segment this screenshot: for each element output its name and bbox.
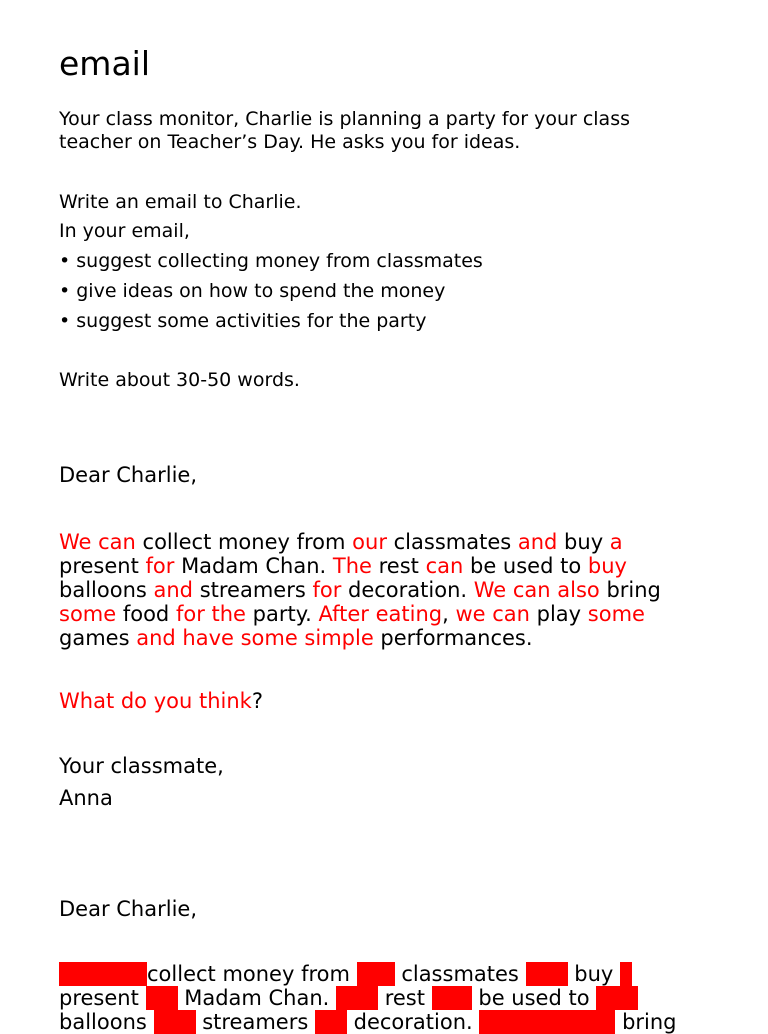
email-line: balloons and streamers for decoration. We can also bring [59, 578, 661, 602]
exercise-body [59, 962, 719, 1034]
answer-blank[interactable] [357, 962, 395, 986]
bullet-item: • suggest some activities for the party [59, 310, 427, 332]
answer-blank[interactable] [596, 986, 638, 1010]
intro-line-2: teacher on Teacher’s Day. He asks you for ideas. [59, 131, 521, 153]
exercise-greeting: Dear Charlie, [59, 897, 198, 921]
answer-blank[interactable] [154, 1010, 196, 1034]
answer-blank[interactable] [479, 1010, 615, 1034]
email-question: What do you think? [59, 689, 263, 713]
email-line: present for Madam Chan. The rest can be used to buy [59, 554, 627, 578]
answer-blank[interactable] [315, 1010, 347, 1034]
email-line: some food for the party. After eating, we can play some [59, 602, 645, 626]
email-closing: Your classmate, [59, 754, 224, 778]
email-line: We can collect money from our classmates and buy a [59, 530, 623, 554]
page-title: email [59, 44, 151, 83]
intro-line-1: Your class monitor, Charlie is planning a party for your class [59, 108, 631, 130]
exercise-line: balloons streamers decoration. bring [59, 1010, 677, 1034]
word-count-instruction: Write about 30-50 words. [59, 369, 300, 391]
answer-blank[interactable] [336, 986, 378, 1010]
exercise-line: collect money from classmates buy [59, 962, 719, 986]
answer-blank[interactable] [526, 962, 568, 986]
answer-blank[interactable] [432, 986, 472, 1010]
bullet-item: • suggest collecting money from classmates [59, 250, 483, 272]
email-greeting: Dear Charlie, [59, 463, 198, 487]
bullet-item: • give ideas on how to spend the money [59, 280, 446, 302]
task-line-2: In your email, [59, 220, 190, 242]
email-line: games and have some simple performances. [59, 626, 533, 650]
answer-blank[interactable] [59, 962, 147, 986]
email-signature: Anna [59, 786, 113, 810]
answer-blank[interactable] [620, 962, 632, 986]
exercise-line: present Madam Chan. rest be used to [59, 986, 719, 1010]
answer-blank[interactable] [146, 986, 178, 1010]
task-line: Write an email to Charlie. [59, 191, 302, 213]
email-body [59, 530, 719, 650]
